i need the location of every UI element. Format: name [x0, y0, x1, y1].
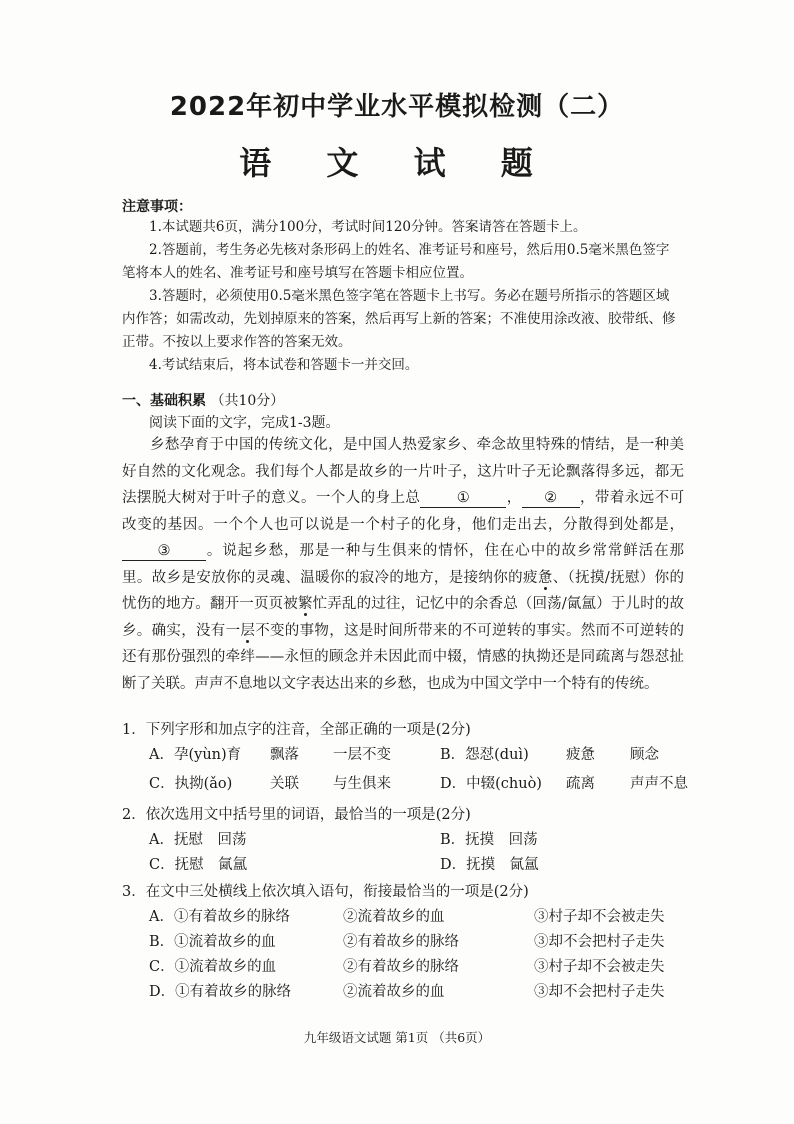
q1-option-a-label: A．孕(yùn)育 — [149, 747, 242, 763]
q2-option-c: C．抚慰 氤氲 — [149, 857, 248, 873]
q1-option-d-word2: 疏离 — [566, 776, 595, 792]
passage-text: 。说起乡愁，那是一种与生俱来的情怀，住在心中的故乡常常鲜活在那里。故乡是安放你的灵魂、温暖你的寂冷的地方，是接纳你的疲 — [122, 543, 684, 586]
q1-option-b-word3: 顾念 — [630, 747, 659, 763]
exam-title: 2022年初中学业水平模拟检测（二） — [169, 92, 625, 122]
page-footer: 九年级语文试题 第1页 （共6页） — [303, 1030, 491, 1045]
q3-option-b-3: ③却不会把村子走失 — [534, 934, 665, 950]
notice-item-1: 1.本试题共6页，满分100分，考试时间120分钟。答案请答在答题卡上。 — [149, 219, 587, 235]
blank-2: ② — [522, 489, 580, 508]
q3-option-a-2: ②流着故乡的血 — [343, 909, 445, 925]
q1-option-b-word2: 疲惫 — [566, 747, 595, 763]
q2-option-a: A．抚慰 回荡 — [149, 832, 247, 848]
q3-option-c-1: C．①流着故乡的血 — [149, 959, 277, 975]
q3-option-b-2: ②有着故乡的脉络 — [343, 934, 459, 950]
passage-text: ，带着永远不可改变的基因。一个个人也可以说是一个村子的化身，他们走出去，分散得到处都是， — [122, 490, 685, 533]
reading-instruction: 阅读下面的文字，完成1-3题。 — [149, 415, 340, 431]
reading-passage — [122, 432, 684, 697]
dotted-char: 繁 — [297, 596, 313, 612]
q3-option-c-2: ②有着故乡的脉络 — [343, 959, 459, 975]
q3-option-d-2: ②流着故乡的血 — [343, 984, 445, 1000]
question-2-stem: 2．依次选用文中括号里的词语，最恰当的一项是(2分) — [122, 807, 471, 823]
section-points: （共10分） — [210, 393, 285, 409]
question-1-stem: 1．下列字形和加点字的注音，全部正确的一项是(2分) — [122, 722, 471, 738]
notice-heading: 注意事项： — [122, 199, 192, 215]
q2-option-b: B．抚摸 回荡 — [440, 832, 538, 848]
question-3-stem: 3．在文中三处横线上依次填入语句，衔接最恰当的一项是(2分) — [122, 884, 529, 900]
q3-option-d-1: D．①有着故乡的脉络 — [149, 984, 292, 1000]
blank-3: ③ — [122, 542, 206, 561]
passage-text: 不变的事物，这是时间所带来的不可逆转的事实。然而不可逆转的还有那份强烈的牵绊——永恒的顾念并未因此而中辍，情感的执拗还是同疏离与怨怼扯断了关联。声声不息地以文字表达出来的乡愁，也成为中国文学中一个特有的传统。 — [122, 622, 685, 692]
notice-item-2: 2.答题前，考生务必先核对条形码上的姓名、准考证号和座号，然后用0.5毫米黑色签字笔将本人的姓名、准考证号和座号填写在答题卡相应位置。 — [122, 242, 670, 281]
q1-option-d-label: D．中辍(chuò) — [440, 776, 542, 792]
passage-text: 忙弄乱的过往，记忆中的余香总（回荡/氤氲）于儿时的故乡。确实，没有一 — [122, 596, 685, 639]
q1-option-d-word3: 声声不息 — [630, 776, 688, 792]
q3-option-a-1: A．①有着故乡的脉络 — [149, 909, 290, 925]
blank-1: ① — [420, 489, 506, 508]
q3-option-a-3: ③村子却不会被走失 — [534, 909, 665, 925]
q1-option-a-word2: 飘落 — [270, 747, 299, 763]
passage-text: 、（抚摸/抚慰）你的忧伤的地方。翻开一页页被 — [122, 569, 685, 612]
q1-option-a-word3: 一层不变 — [333, 747, 391, 763]
passage-text: 乡愁孕育于中国的传统文化，是中国人热爱家乡、牵念故里特殊的情结，是一种美好自然的文化观念。我们每个人都是故乡的一片叶子，这片叶子无论飘落得多远，都无法摆脱大树对于叶子的意义。一个人的身上总 — [122, 437, 684, 506]
section-heading — [122, 390, 284, 410]
dotted-char: 惫 — [537, 569, 553, 586]
q1-option-c-word2: 关联 — [270, 776, 299, 792]
subject-title: 语 文 试 题 — [239, 144, 555, 182]
q3-option-b-1: B．①流着故乡的血 — [149, 934, 276, 950]
q3-option-d-3: ③却不会把村子走失 — [534, 984, 665, 1000]
dotted-char: 层 — [240, 622, 256, 639]
q3-option-c-3: ③村子却不会被走失 — [534, 959, 665, 975]
q1-option-b-label: B．怨怼(duì) — [440, 747, 529, 763]
q1-option-c-label: C．执拗(ǎo) — [149, 776, 233, 792]
section-title: 一、基础积累 — [122, 393, 206, 409]
passage-text: ， — [506, 490, 522, 506]
notice-item-3: 3.答题时，必须使用0.5毫米黑色签字笔在答题卡上书写。务必在题号所指示的答题区域内作答；如需改动，先划掉原来的答案，然后再写上新的答案；不准使用涂改液、胶带纸、修正带。不按以上要求作答的答案无效。 — [122, 288, 676, 350]
notice-item-4: 4.考试结束后，将本试卷和答题卡一并交回。 — [149, 357, 419, 373]
q2-option-d: D．抚摸 氤氲 — [440, 857, 539, 873]
q1-option-c-word3: 与生俱来 — [333, 776, 391, 792]
